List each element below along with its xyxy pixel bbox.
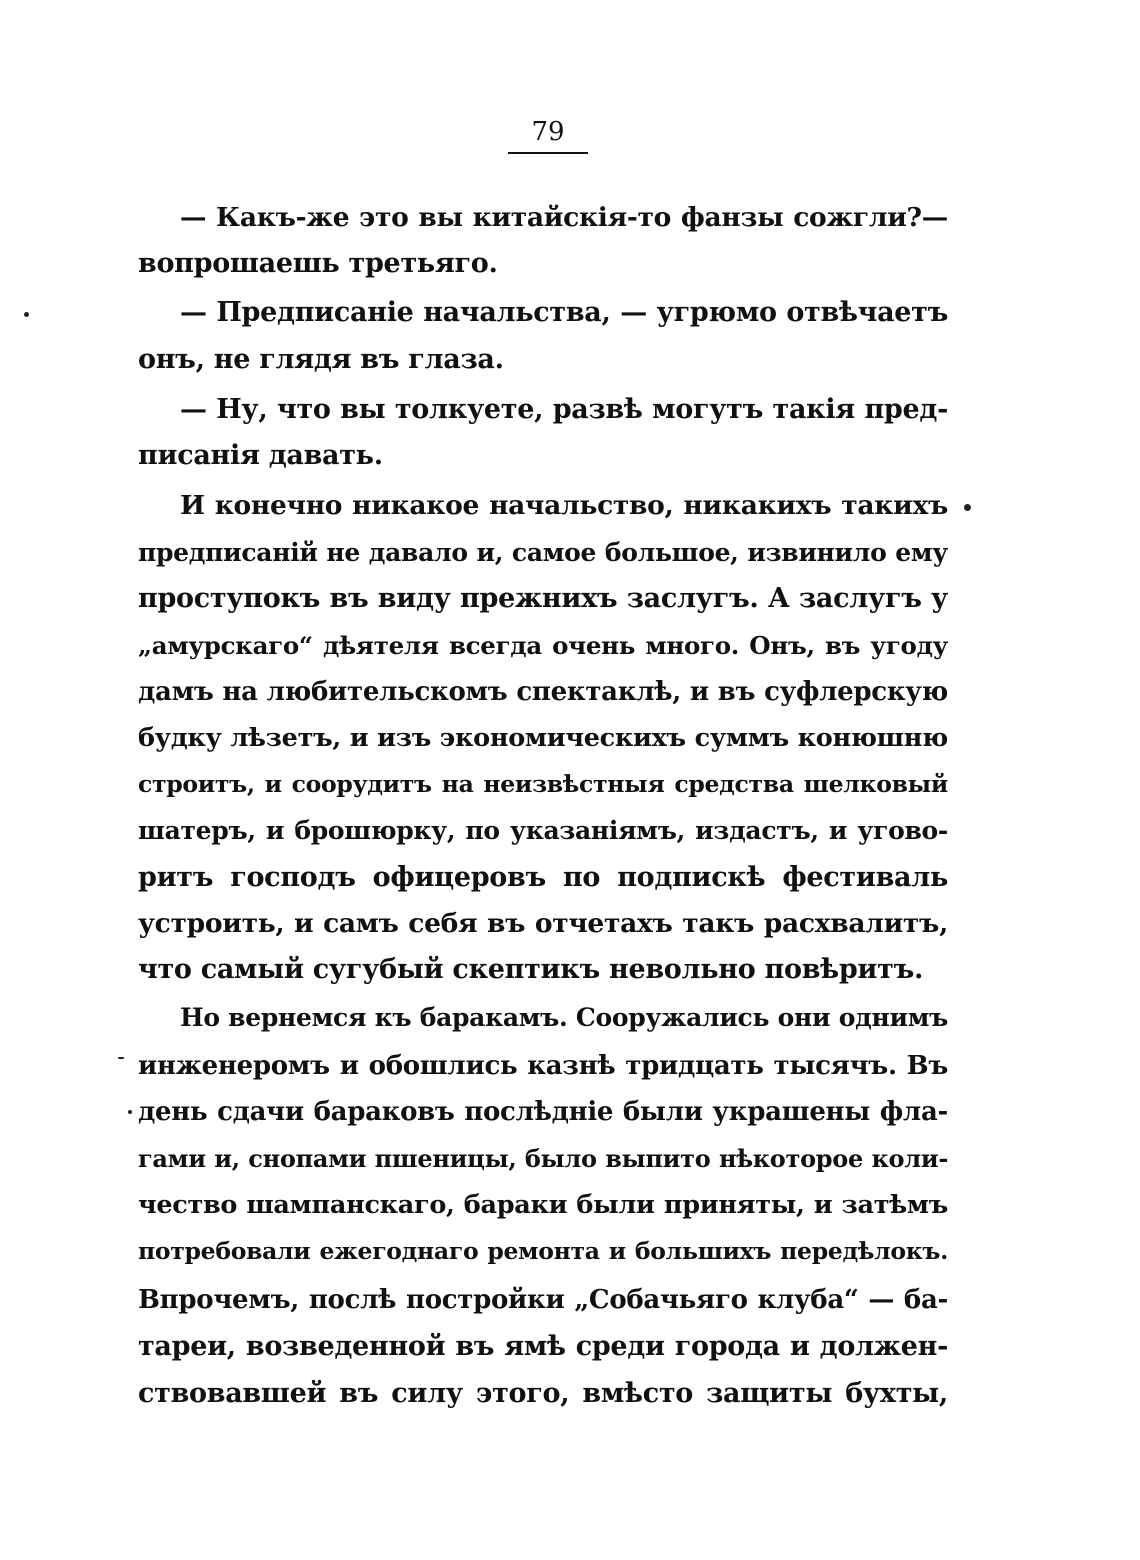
page-number: 79: [531, 117, 565, 147]
text-line: предписаній не давало и, самое большое, извинило ему: [138, 538, 948, 567]
text-line: проступокъ въ виду прежнихъ заслугъ. А заслугъ у: [138, 583, 948, 614]
text-line: гами и, снопами пшеницы, было выпито нѣкоторое коли-: [138, 1144, 948, 1173]
text-line: Впрочемъ, послѣ постройки „Собачьяго клуба“ — ба-: [138, 1285, 948, 1315]
text-line: будку лѣзетъ, и изъ экономическихъ суммъ конюшню: [138, 723, 948, 753]
text-line: чество шампанскаго, бараки были приняты, и затѣмъ: [138, 1190, 948, 1220]
text-line: строитъ, и соорудитъ на неизвѣстныя средства шелковый: [138, 770, 948, 798]
page-number-rule: [508, 152, 588, 154]
text-line: устроить, и самъ себя въ отчетахъ такъ расхвалитъ,: [138, 908, 948, 939]
text-line: тареи, возведенной въ ямѣ среди города и должен-: [138, 1331, 948, 1362]
text-line: шатеръ, и брошюрку, по указаніямъ, издастъ, и угово-: [138, 816, 948, 845]
text-line: — Предписаніе начальства, — угрюмо отвѣчаетъ: [180, 297, 948, 328]
text-line: дамъ на любительскомъ спектаклѣ, и въ суфлерскую: [138, 677, 948, 707]
text-line: ритъ господъ офицеровъ по подпискѣ фестиваль: [138, 862, 948, 893]
text-line: инженеромъ и обошлись казнѣ тридцать тысячъ. Въ: [138, 1051, 948, 1081]
text-line: И конечно никакое начальство, никакихъ такихъ: [180, 490, 948, 521]
text-line: потребовали ежегоднаго ремонта и большихъ передѣлокъ.: [138, 1237, 948, 1265]
text-line: — Какъ-же это вы китайскія-то фанзы сожгли?—: [180, 202, 948, 233]
scan-speck: [128, 1110, 132, 1114]
text-line: ствовавшей въ силу этого, вмѣсто защиты бухты,: [138, 1378, 948, 1409]
text-line: вопрошаешь третьяго.: [138, 248, 498, 279]
text-line: что самый сугубый скептикъ невольно повѣритъ.: [138, 954, 924, 985]
scan-speck: [24, 312, 29, 317]
scan-speck: [964, 504, 971, 511]
text-line: день сдачи бараковъ послѣдніе были украшены фла-: [138, 1097, 948, 1127]
text-line: — Ну, что вы толкуете, развѣ могутъ такія пред-: [180, 394, 948, 425]
scan-speck: [118, 1057, 124, 1059]
text-line: онъ, не глядя въ глаза.: [138, 344, 504, 375]
text-line: Но вернемся къ баракамъ. Сооружались они однимъ: [180, 1003, 948, 1032]
text-line: писанія давать.: [138, 440, 383, 471]
text-line: „амурскаго“ дѣятеля всегда очень много. Онъ, въ угоду: [138, 631, 948, 660]
